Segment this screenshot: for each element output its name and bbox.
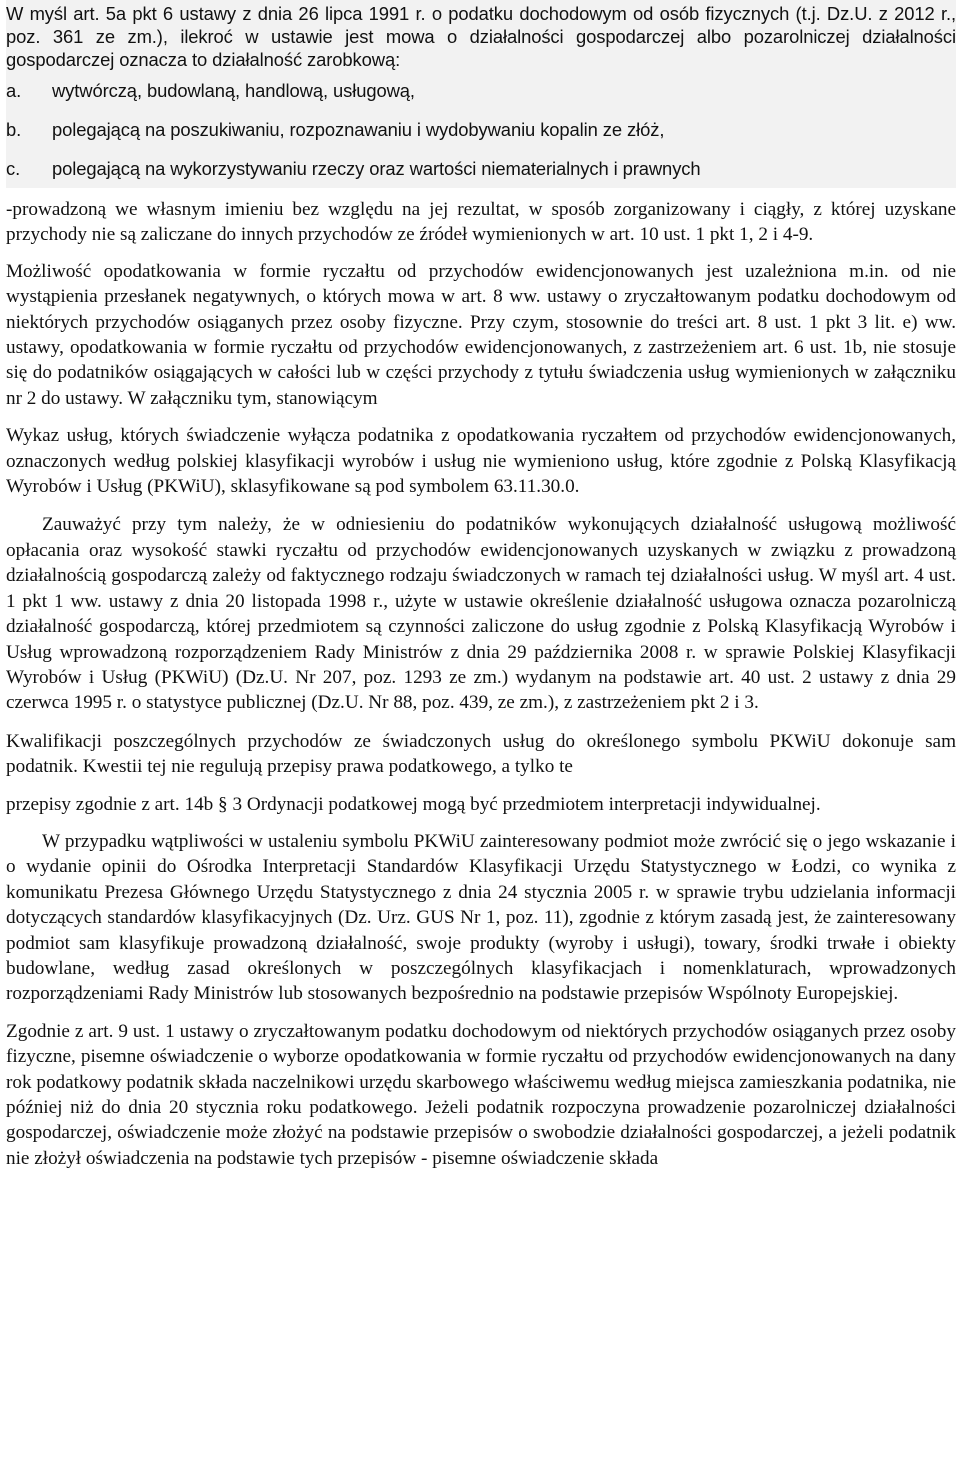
paragraph: Kwalifikacji poszczególnych przychodów ze świadczonych usług do określonego symbolu PKWiU dokonuje sam podatnik. Kwestii tej nie regulują przepisy prawa podatkowego, a tylko te: [6, 730, 956, 778]
quoted-provision: [6, 0, 956, 188]
list-item: [6, 71, 956, 110]
list-marker: b.: [6, 119, 22, 140]
document-page: [6, 0, 956, 1171]
intro-paragraph: W myśl art. 5a pkt 6 ustawy z dnia 26 lipca 1991 r. o podatku dochodowym od osób fizycznych (t.j. Dz.U. z 2012 r., poz. 361 ze zm.), ilekroć w ustawie jest mowa o działalności gospodarczej albo pozarolniczej działalności gospodarczej oznacza to działalność zarobkową:: [6, 3, 956, 70]
list-item-text: polegającą na wykorzystywaniu rzeczy oraz wartości niematerialnych i prawnych: [52, 158, 701, 179]
list-marker: c.: [6, 158, 21, 179]
paragraph: Zauważyć przy tym należy, że w odniesieniu do podatników wykonujących działalność usługową możliwość opłacania oraz wysokość stawki ryczałtu od przychodów ewidencjonowanych uzyskanych w związku z prowadzoną działalnością gospodarczą zależy od faktycznego rodzaju świadczonych w ramach tej działalności usług. W myśl art. 4 ust. 1 pkt 1 ww. ustawy z dnia 20 listopada 1998 r., użyte w ustawie określenie działalność usługowa oznacza pozarolniczą działalność gospodarczą, której przedmiotem są czynności zaliczone do usług zgodnie z Polską Klasyfikacją Wyrobów i Usług wprowadzoną rozporządzeniem Rady Ministrów z dnia 29 października 2008 r. w sprawie Polskiej Klasyfikacji Wyrobów i Usług (PKWiU) (Dz.U. Nr 207, poz. 1293 ze zm.) wydanym na podstawie art. 40 ust. 2 ustawy z dnia 29 czerwca 1995 r. o statystyce publicznej (Dz.U. Nr 88, poz. 439, ze zm.), z zastrzeżeniem pkt 2 i 3.: [6, 514, 956, 714]
paragraph: Zgodnie z art. 9 ust. 1 ustawy o zryczałtowanym podatku dochodowym od niektórych przychodów osiąganych przez osoby fizyczne, pisemne oświadczenie o wyborze opodatkowania w formie ryczałtu od przychodów ewidencjonowanych na dany rok podatkowy podatnik składa naczelnikowi urzędu skarbowego właściwemu według miejsca zamieszkania podatnika, nie później niż do dnia 20 stycznia roku podatkowego. Jeżeli podatnik rozpoczyna prowadzenie pozarolniczej działalności gospodarczej, oświadczenie może złożyć na podstawie przepisów o swobodzie działalności gospodarczej, a jeżeli podatnik nie złożył oświadczenia na podstawie tych przepisów - pisemne oświadczenie składa: [6, 1020, 957, 1169]
list-item-text: wytwórczą, budowlaną, handlową, usługową,: [52, 80, 415, 101]
activity-list: [6, 71, 956, 188]
paragraph: -prowadzoną we własnym imieniu bez względu na jej rezultat, w sposób zorganizowany i ciągły, z której uzyskane przychody nie są zaliczane do innych przychodów ze źródeł wymienionych w art. 10 ust. 1 pkt 1, 2 i 4-9.: [6, 199, 956, 246]
paragraph: Możliwość opodatkowania w formie ryczałtu od przychodów ewidencjonowanych jest uzależniona m.in. od nie wystąpienia przesłanek negatywnych, o których mowa w art. 8 ww. ustawy o zryczałtowanym podatku dochodowym od niektórych przychodów osiąganych przez osoby fizyczne. Przy czym, stosownie do treści art. 8 ust. 1 pkt 3 lit. e) ww. ustawy, opodatkowania w formie ryczałtu od przychodów ewidencjonowanych, z zastrzeżeniem art. 6 ust. 1b, nie stosuje się do podatników osiągających w całości lub w części przychody z tytułu świadczenia usług wymienionych w załączniku nr 2 do ustawy. W załączniku tym, stanowiącym: [6, 260, 956, 409]
list-item: [6, 149, 956, 188]
list-item: [6, 110, 956, 149]
paragraph: przepisy zgodnie z art. 14b § 3 Ordynacji podatkowej mogą być przedmiotem interpretacji indywidualnej.: [6, 793, 821, 815]
paragraph: Wykaz usług, których świadczenie wyłącza podatnika z opodatkowania ryczałtem od przychodów ewidencjonowanych, oznaczonych według polskiej klasyfikacji wyrobów i usług nie wymieniono usług, które zgodnie z Polską Klasyfikacją Wyrobów i Usług (PKWiU), sklasyfikowane są pod symbolem 63.11.30.0.: [6, 425, 956, 498]
list-item-text: polegającą na poszukiwaniu, rozpoznawaniu i wydobywaniu kopalin ze złóż,: [52, 119, 665, 140]
paragraph: W przypadku wątpliwości w ustaleniu symbolu PKWiU zainteresowany podmiot może zwrócić się o jego wskazanie i o wydanie opinii do Ośrodka Interpretacji Standardów Klasyfikacji Urzędu Statystycznego w Łodzi, co wynika z komunikatu Prezesa Głównego Urzędu Statystycznego z dnia 24 stycznia 2005 r. w sprawie trybu udzielania informacji dotyczących standardów klasyfikacyjnych (Dz. Urz. GUS Nr 1, poz. 11), zgodnie z którym zasadą jest, że zainteresowany podmiot sam klasyfikuje prowadzoną działalność, swoje produkty (wyroby i usługi), towary, środki trwałe i obiekty budowlane, według zasad określonych w poszczególnych klasyfikacjach i nomenklaturach, wprowadzonych rozporządzeniami Rady Ministrów lub stosowanych bezpośrednio na podstawie przepisów Wspólnoty Europejskiej.: [6, 830, 956, 1005]
list-marker: a.: [6, 80, 22, 101]
